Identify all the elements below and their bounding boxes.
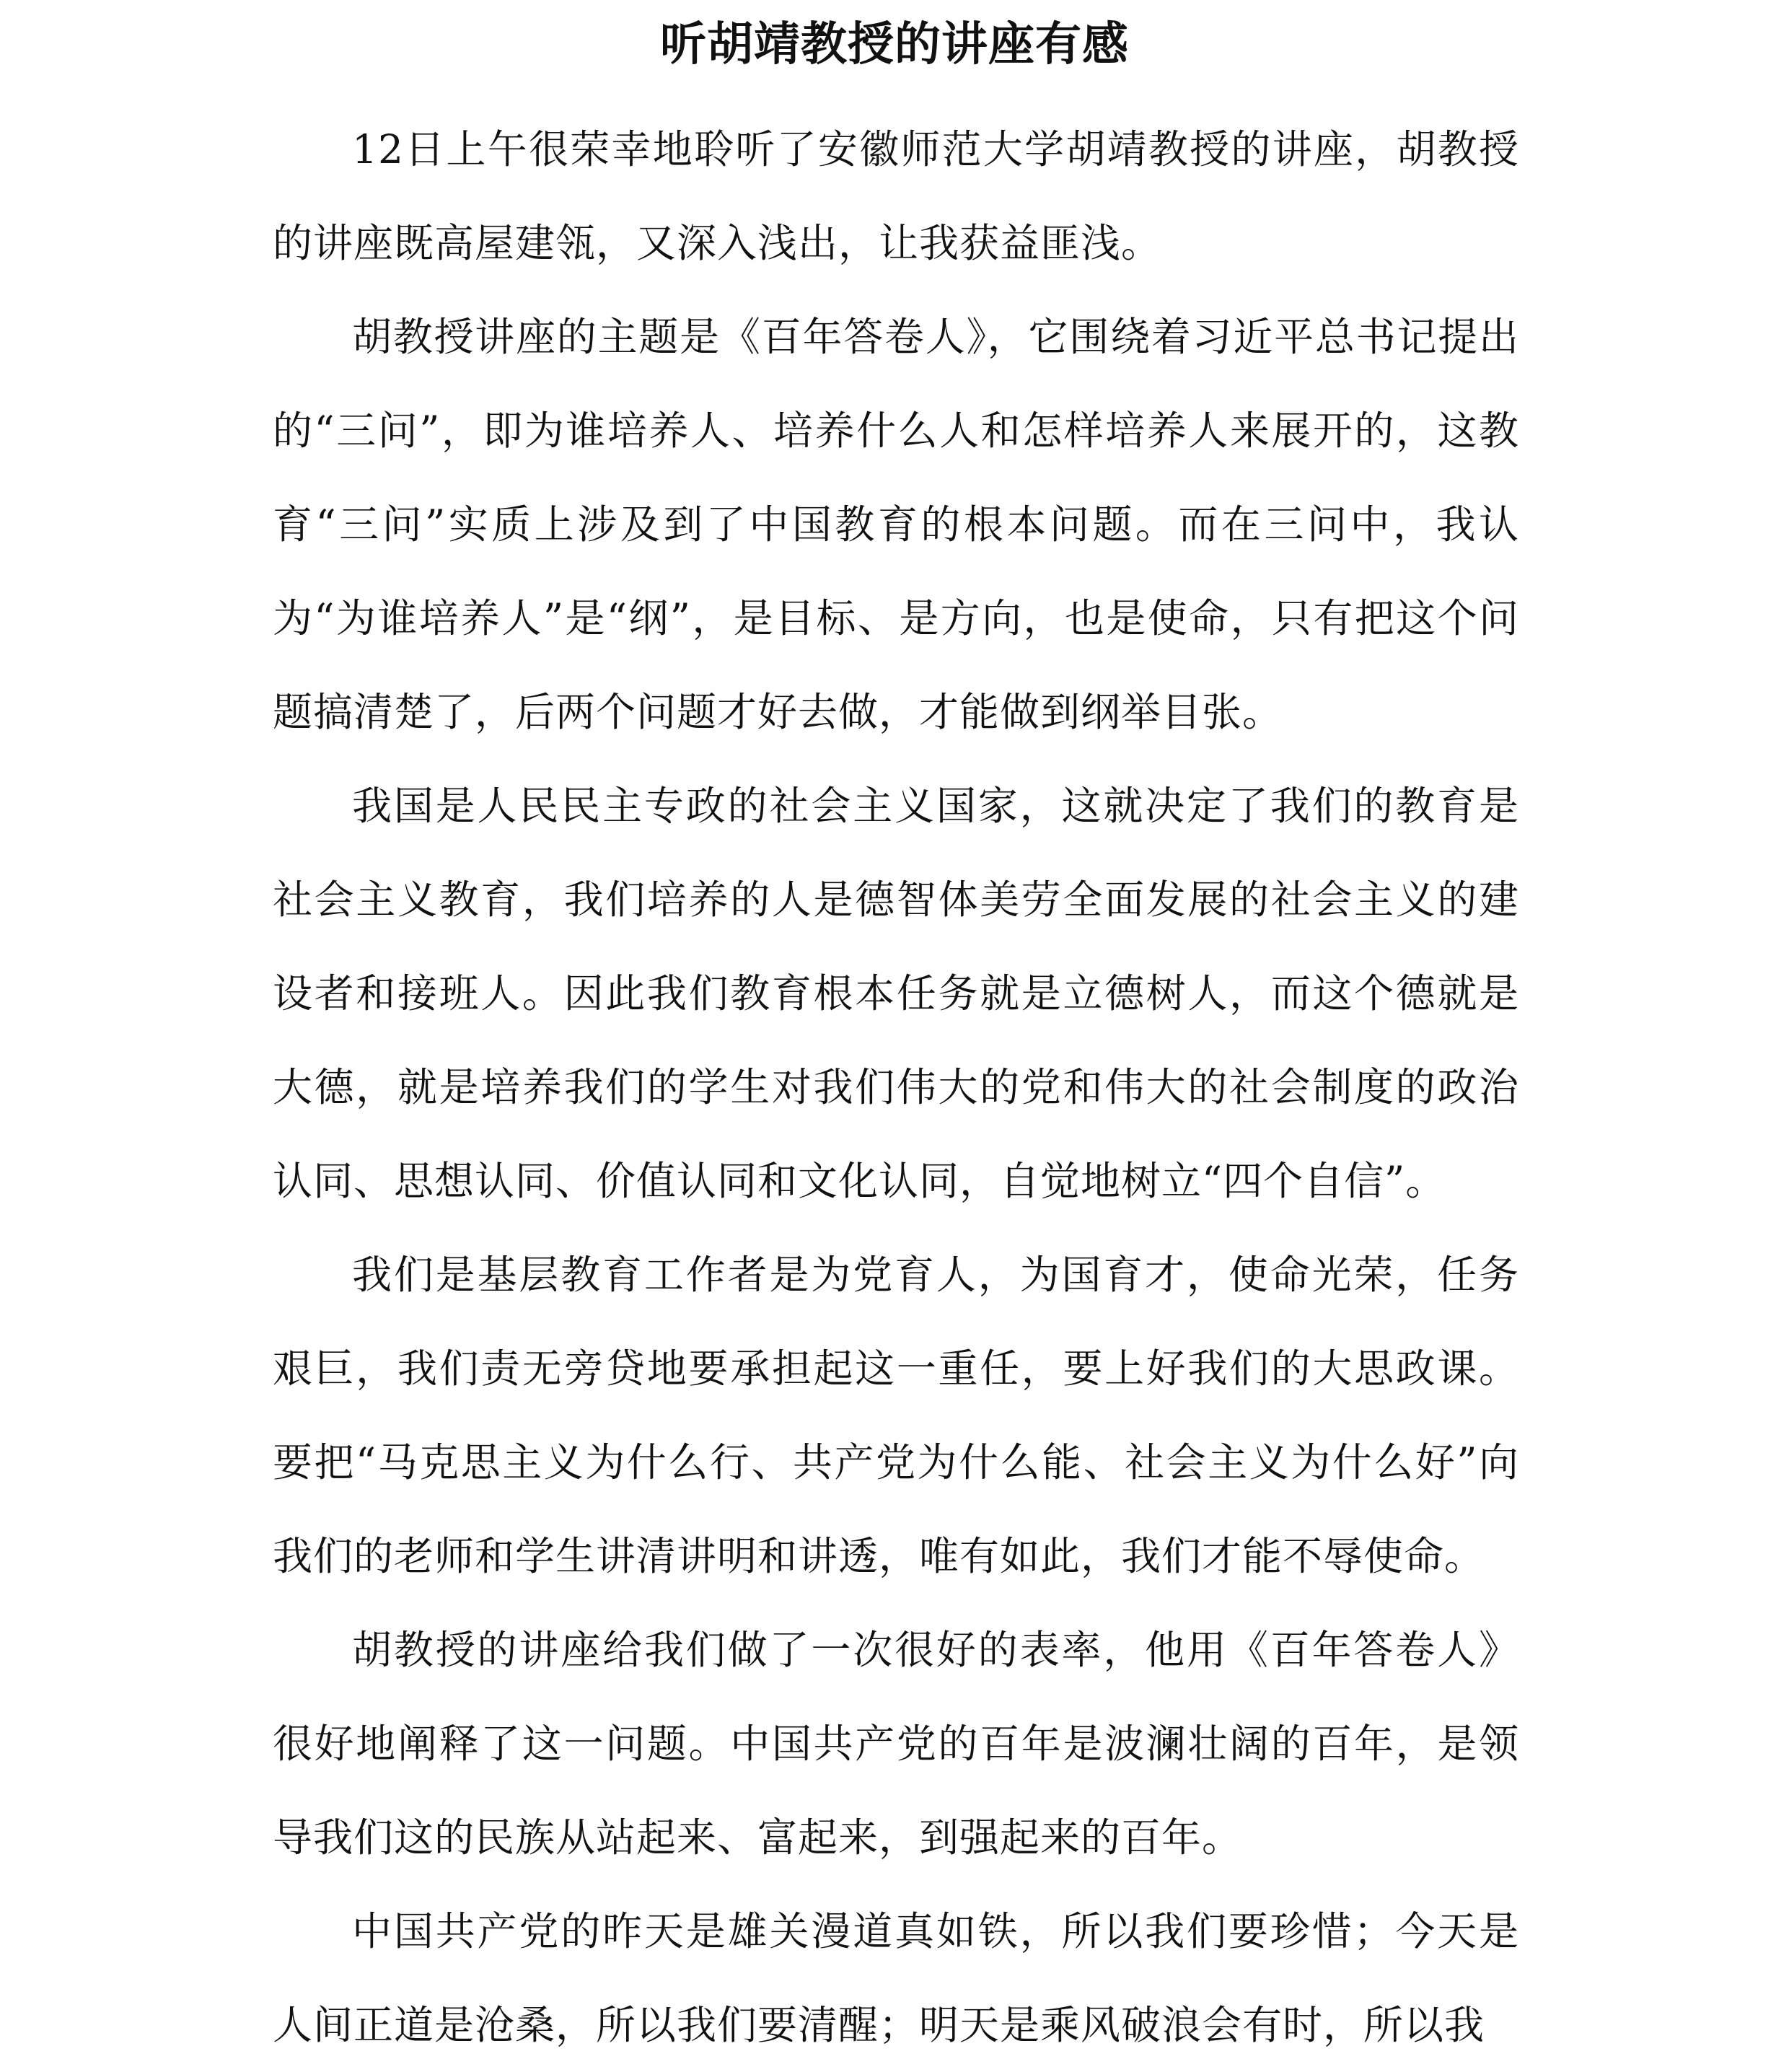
paragraph-4: 我们是基层教育工作者是为党育人，为国育才，使命光荣，任务艰巨，我们责无旁贷地要承担起这一重任，要上好我们的大思政课。要把“马克思主义为什么行、共产党为什么能、社会主义为什么好”向我们的老师和学生讲清讲明和讲透，唯有如此，我们才能不辱使命。: [273, 1252, 1519, 1579]
paragraph-3: 我国是人民民主专政的社会主义国家，这就决定了我们的教育是社会主义教育，我们培养的人是德智体美劳全面发展的社会主义的建设者和接班人。因此我们教育根本任务就是立德树人，而这个德就是大德，就是培养我们的学生对我们伟大的党和伟大的社会制度的政治认同、思想认同、价值认同和文化认同，自觉地树立“四个自信”。: [273, 783, 1519, 1204]
document-body: [273, 102, 1519, 2072]
paragraph-1: 12日上午很荣幸地聆听了安徽师范大学胡靖教授的讲座，胡教授的讲座既高屋建瓴，又深入浅出，让我获益匪浅。: [273, 126, 1519, 266]
paragraph-2: 胡教授讲座的主题是《百年答卷人》，它围绕着习近平总书记提出的“三问”，即为谁培养人、培养什么人和怎样培养人来展开的，这教育“三问”实质上涉及到了中国教育的根本问题。而在三问中，我认为“为谁培养人”是“纲”，是目标、是方向，也是使命，只有把这个问题搞清楚了，后两个问题才好去做，才能做到纲举目张。: [273, 314, 1519, 735]
document-title: 听胡靖教授的讲座有感: [660, 18, 1129, 71]
paragraph-6: 中国共产党的昨天是雄关漫道真如铁，所以我们要珍惜；今天是人间正道是沧桑，所以我们要清醒；明天是乘风破浪会有时，所以我: [273, 1908, 1519, 2048]
paragraph-5: 胡教授的讲座给我们做了一次很好的表率，他用《百年答卷人》很好地阐释了这一问题。中国共产党的百年是波澜壮阔的百年，是领导我们这的民族从站起来、富起来，到强起来的百年。: [273, 1627, 1519, 1861]
